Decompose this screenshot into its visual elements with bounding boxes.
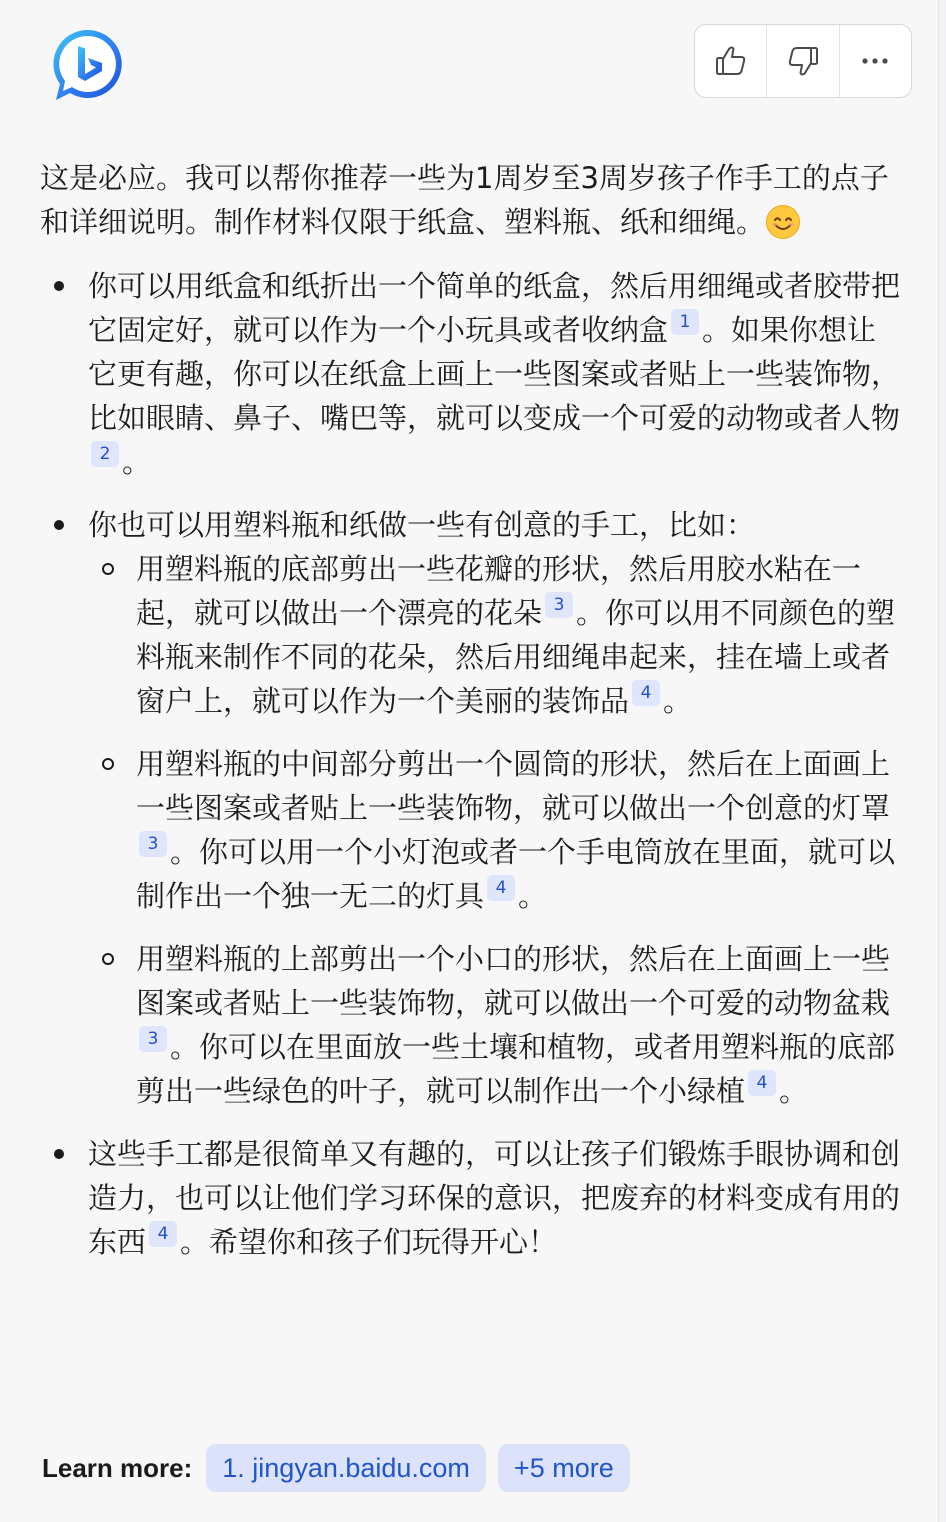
thumbs-up-button[interactable]: [695, 25, 766, 97]
list-item: [40, 264, 900, 484]
bullet-text: 你也可以用塑料瓶和纸做一些有创意的手工，比如：: [88, 508, 756, 542]
citation-badge[interactable]: 1: [671, 309, 699, 335]
bullet-text: 。希望你和孩子们玩得开心！: [180, 1225, 558, 1259]
bullet-text: 用塑料瓶的底部剪出一些花瓣的形状，然后用胶水粘在一起，就可以做出一个漂亮的花朵: [136, 552, 862, 630]
source-link-jingyan[interactable]: 1. jingyan.baidu.com: [206, 1444, 486, 1492]
more-options-button[interactable]: [839, 25, 911, 97]
citation-badge[interactable]: 3: [139, 1026, 167, 1052]
thumbs-up-icon: [713, 43, 749, 79]
suggestion-list: [40, 264, 900, 1264]
bullet-text: 。: [779, 1074, 809, 1108]
citation-badge[interactable]: 4: [748, 1070, 776, 1096]
citation-badge[interactable]: 4: [632, 680, 660, 706]
bullet-text: 。: [122, 445, 152, 479]
bullet-text: 。你可以用一个小灯泡或者一个手电筒放在里面，就可以制作出一个独一无二的灯具: [136, 835, 896, 913]
citation-badge[interactable]: 4: [487, 875, 515, 901]
intro-text: 这是必应。我可以帮你推荐一些为1周岁至3周岁孩子作手工的点子和详细说明。制作材料仅限于纸盒、塑料瓶、纸和细绳。: [40, 161, 889, 239]
intro-paragraph: [40, 156, 900, 252]
citation-badge[interactable]: 2: [91, 441, 119, 467]
more-options-icon: [857, 43, 893, 79]
sub-list-item: [88, 547, 900, 723]
bullet-text: 。: [518, 879, 548, 913]
learn-more-bar: [42, 1444, 642, 1492]
bullet-text: 这些手工都是很简单又有趣的，可以让孩子们锻炼手眼协调和创造力，也可以让他们学习环保的意识，把废弃的材料变成有用的东西: [88, 1137, 901, 1259]
citation-badge[interactable]: 3: [545, 592, 573, 618]
bullet-text: 。你可以用不同颜色的塑料瓶来制作不同的花朵，然后用细绳串起来，挂在墙上或者窗户上，就可以作为一个美丽的装饰品: [136, 596, 896, 718]
citation-badge[interactable]: 3: [139, 831, 167, 857]
sub-list: [88, 547, 900, 1113]
smile-emoji-icon: [765, 204, 801, 252]
bing-chat-logo-icon: [50, 26, 126, 102]
bullet-text: 。: [663, 684, 693, 718]
feedback-toolbar: [694, 24, 912, 98]
bullet-text: 用塑料瓶的上部剪出一个小口的形状，然后在上面画上一些图案或者贴上一些装饰物，就可以做出一个可爱的动物盆栽: [136, 942, 891, 1020]
more-sources-button[interactable]: +5 more: [498, 1444, 630, 1492]
sub-list-item: [88, 742, 900, 918]
thumbs-down-button[interactable]: [766, 25, 838, 97]
bullet-text: 你可以用纸盒和纸折出一个简单的纸盒，然后用细绳或者胶带把它固定好，就可以作为一个小玩具或者收纳盒: [88, 269, 901, 347]
bullet-text: 用塑料瓶的中间部分剪出一个圆筒的形状，然后在上面画上一些图案或者贴上一些装饰物，就可以做出一个创意的灯罩: [136, 747, 891, 825]
list-item: [40, 1132, 900, 1264]
sub-list-item: [88, 937, 900, 1113]
citation-badge[interactable]: 4: [149, 1221, 177, 1247]
bullet-text: 。如果你想让它更有趣，你可以在纸盒上画上一些图案或者贴上一些装饰物，比如眼睛、鼻子、嘴巴等，就可以变成一个可爱的动物或者人物: [88, 313, 901, 435]
thumbs-down-icon: [785, 43, 821, 79]
message-body: [40, 156, 900, 1283]
list-item: [40, 503, 900, 1113]
bullet-text: 。你可以在里面放一些土壤和植物，或者用塑料瓶的底部剪出一些绿色的叶子，就可以制作出一个小绿植: [136, 1030, 896, 1108]
learn-more-label: Learn more:: [42, 1452, 193, 1483]
